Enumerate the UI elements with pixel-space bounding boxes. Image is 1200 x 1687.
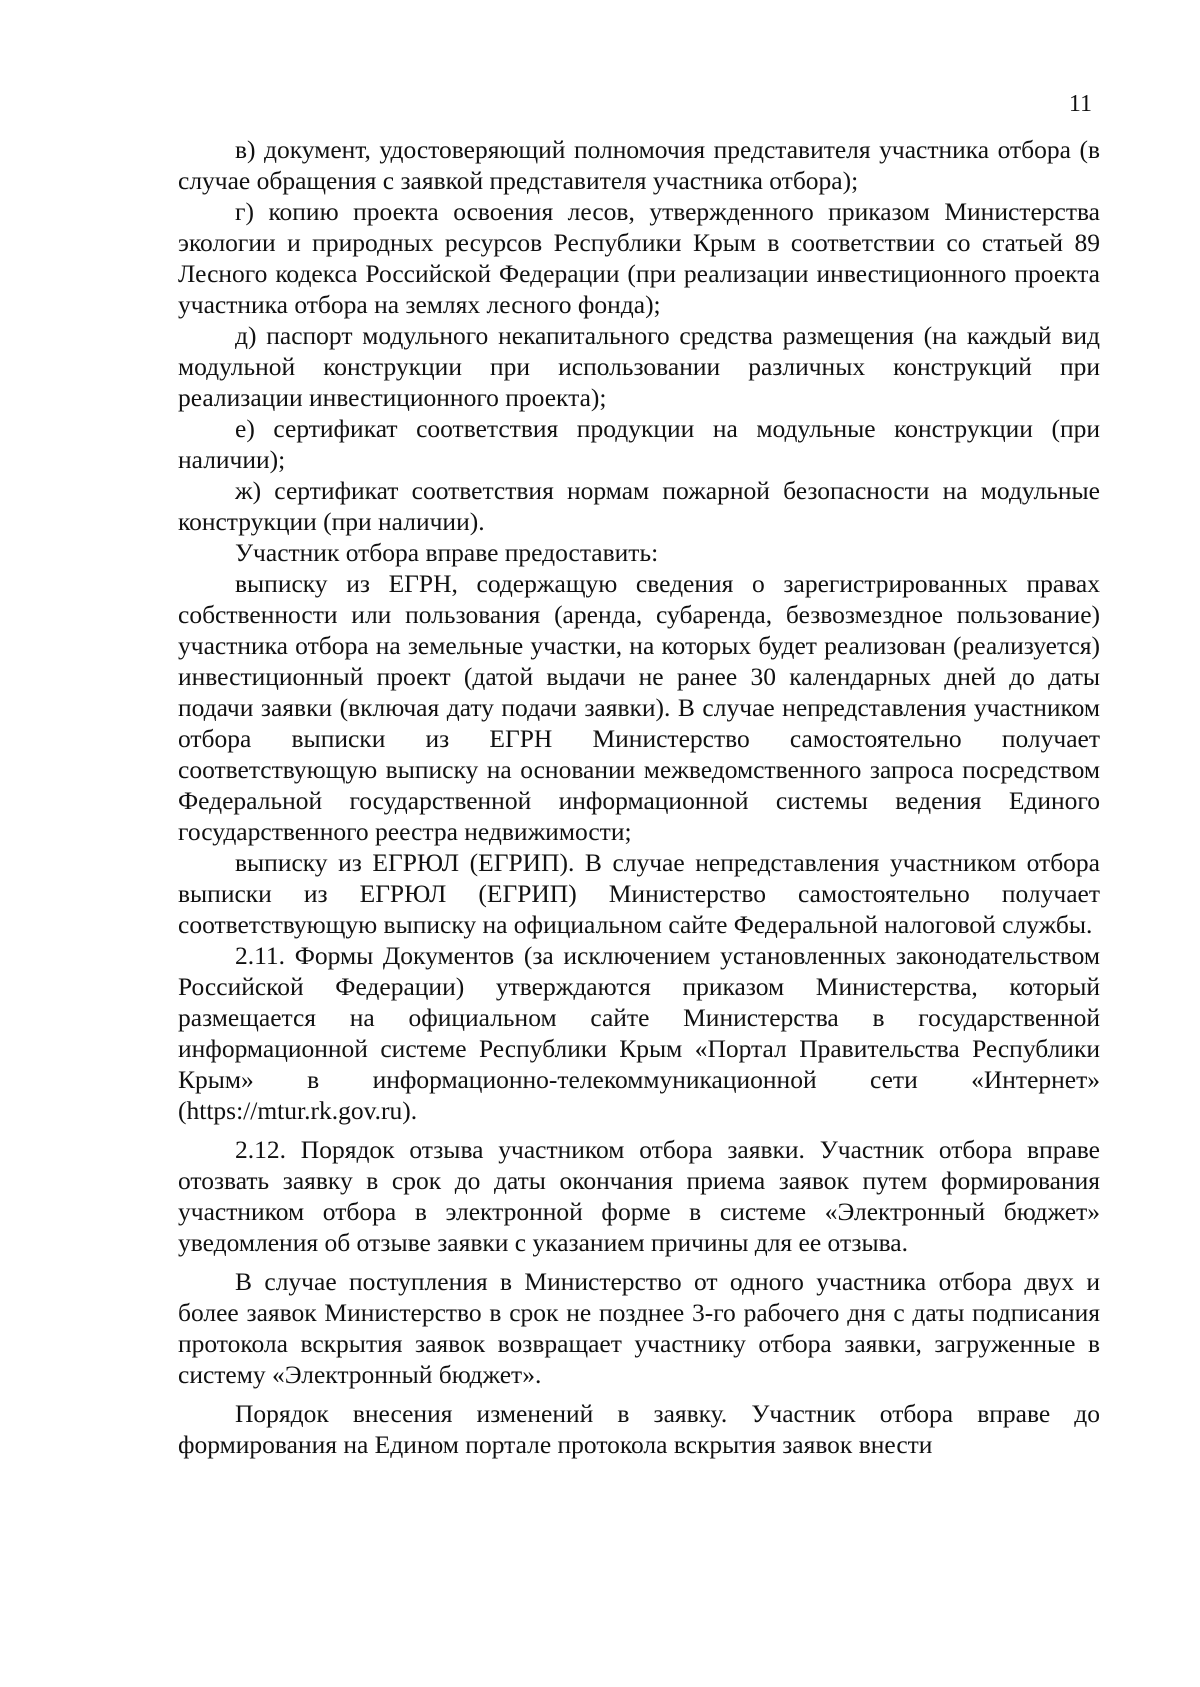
paragraph-item-e: е) сертификат соответствия продукции на модульные конструкции (при наличии);: [178, 414, 1100, 474]
paragraph-item-g: г) копию проекта освоения лесов, утвержденного приказом Министерства экологии и природных ресурсов Республики Крым в соответствии со статьей 89 Лесного кодекса Российской Федерации (при реализации инвестиционного проекта участника отбора на землях лесного фонда);: [178, 197, 1100, 319]
paragraph-item-v: в) документ, удостоверяющий полномочия представителя участника отбора (в случае обращения с заявкой представителя участника отбора);: [178, 135, 1100, 195]
paragraph-item-d: д) паспорт модульного некапитального средства размещения (на каждый вид модульной конструкции при использовании различных конструкций при реализации инвестиционного проекта);: [178, 321, 1100, 412]
paragraph-2-11: 2.11. Формы Документов (за исключением установленных законодательством Российской Федерации) утверждаются приказом Министерства, который размещается на официальном сайте Министерства в государственной информационной системе Республики Крым «Портал Правительства Республики Крым» в информационно-телекоммуникационной сети «Интернет» (https://mtur.rk.gov.ru).: [178, 941, 1100, 1125]
paragraph-2-12: 2.12. Порядок отзыва участником отбора заявки. Участник отбора вправе отозвать заявку в срок до даты окончания приема заявок путем формирования участником отбора в электронной форме в системе «Электронный бюджет» уведомления об отзыве заявки с указанием причины для ее отзыва.: [178, 1135, 1100, 1257]
paragraph-egrn-extract: выписку из ЕГРН, содержащую сведения о зарегистрированных правах собственности или пользования (аренда, субаренда, безвозмездное пользование) участника отбора на земельные участки, на которых будет реализован (реализуется) инвестиционный проект (датой выдачи не ранее 30 календарных дней до даты подачи заявки (включая дату подачи заявки). В случае непредставления участником отбора выписки из ЕГРН Министерство самостоятельно получает соответствующую выписку на основании межведомственного запроса посредством Федеральной государственной информационной системы ведения Единого государственного реестра недвижимости;: [178, 569, 1100, 846]
paragraph-multiple-applications: В случае поступления в Министерство от одного участника отбора двух и более заявок Министерство в срок не позднее 3-го рабочего дня с даты подписания протокола вскрытия заявок возвращает участнику отбора заявки, загруженные в систему «Электронный бюджет».: [178, 1267, 1100, 1389]
page-number: 11: [1068, 91, 1092, 117]
paragraph-item-zh: ж) сертификат соответствия нормам пожарной безопасности на модульные конструкции (при наличии).: [178, 476, 1100, 536]
paragraph-changes-procedure: Порядок внесения изменений в заявку. Участник отбора вправе до формирования на Едином портале протокола вскрытия заявок внести: [178, 1399, 1100, 1459]
paragraph-egrul-extract: выписку из ЕГРЮЛ (ЕГРИП). В случае непредставления участником отбора выписки из ЕГРЮЛ (ЕГРИП) Министерство самостоятельно получает соответствующую выписку на официальном сайте Федеральной налоговой службы.: [178, 848, 1100, 939]
document-body: [178, 134, 1100, 1460]
paragraph-right-to-provide: Участник отбора вправе предоставить:: [235, 538, 659, 567]
